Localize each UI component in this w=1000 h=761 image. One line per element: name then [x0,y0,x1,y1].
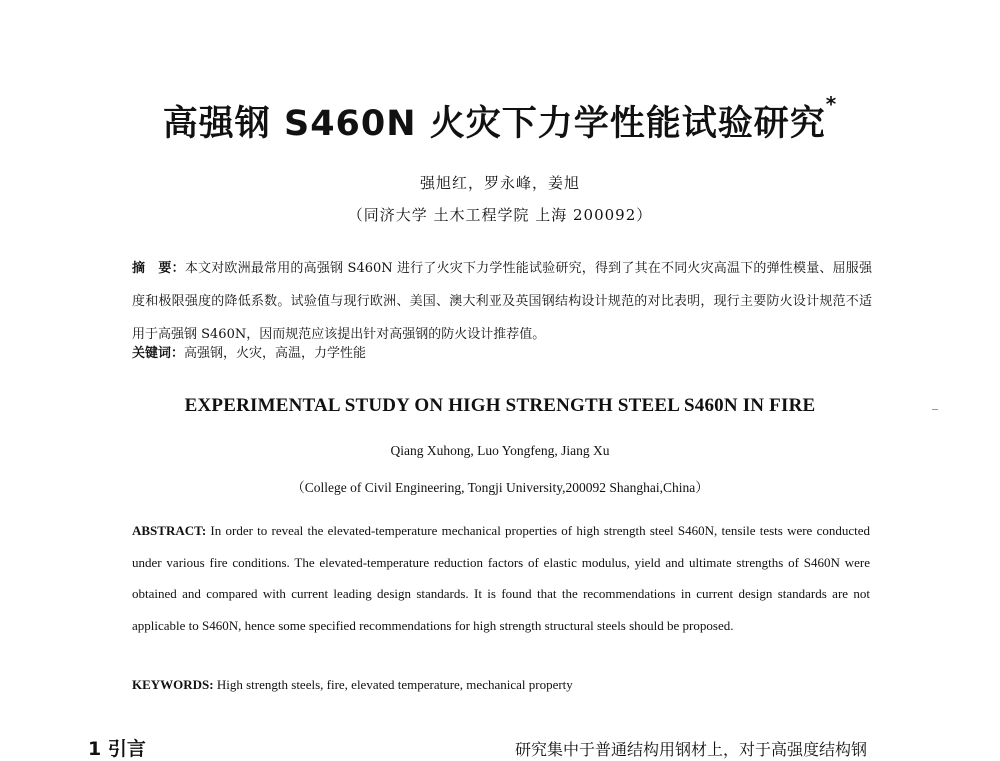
title-cn-text: 高强钢 S460N 火灾下力学性能试验研究 [162,104,826,144]
abstract-en [132,515,870,641]
body-text-line: 研究集中于普通结构用钢材上，对于高强度结构钢 [515,740,868,759]
keywords-en [132,677,573,693]
authors-cn: 强旭红，罗永峰，姜旭 [419,174,580,192]
paper-title-cn [0,92,1000,146]
margin-mark [932,409,938,410]
keywords-cn-text: 高强钢，火灾，高温，力学性能 [184,346,367,361]
keywords-en-label: KEYWORDS: [132,677,214,692]
abstract-cn-text: 本文对欧洲最常用的高强钢 S460N 进行了火灾下力学性能试验研究，得到了其在不同火灾高温下的弹性模量、屈服强度和极限强度的降低系数。试验值与现行欧洲、美国、澳大利亚及英国钢结构设计规范的对比表明，现行主要防火设计规范不适用于高强钢 S460N，因而规范应该提出针对高强钢的防火设计推荐值。 [132,261,872,342]
abstract-cn [132,252,872,351]
keywords-cn-label: 关键词： [132,346,185,361]
abstract-en-text: In order to reveal the elevated-temperature mechanical properties of high strength steel S460N, tensile tests were conducted under various fire conditions. The elevated-temperature reduction factors of elastic modulus, yield and ultimate strengths of S460N were obtained and compared with current leading design standards. It is found that the recommendations in current design standards are not applicable to S460N, hence some specified recommendations for high strength structural steels should be proposed. [132,523,870,633]
section-heading-introduction: 1 引言 [88,738,146,760]
authors-en: Qiang Xuhong, Luo Yongfeng, Jiang Xu [390,443,610,458]
abstract-en-label: ABSTRACT: [132,523,207,538]
paper-title-en: EXPERIMENTAL STUDY ON HIGH STRENGTH STEEL S460N IN FIRE [184,395,816,416]
affiliation-cn: （同济大学 土木工程学院 上海 200092） [347,206,653,224]
keywords-cn [132,342,366,361]
title-footnote-mark: * [825,92,838,116]
affiliation-en: （College of Civil Engineering, Tongji University,200092 Shanghai,China） [291,480,709,495]
keywords-en-text: High strength steels, fire, elevated temperature, mechanical property [216,677,573,692]
abstract-cn-label: 摘 要： [132,261,185,276]
